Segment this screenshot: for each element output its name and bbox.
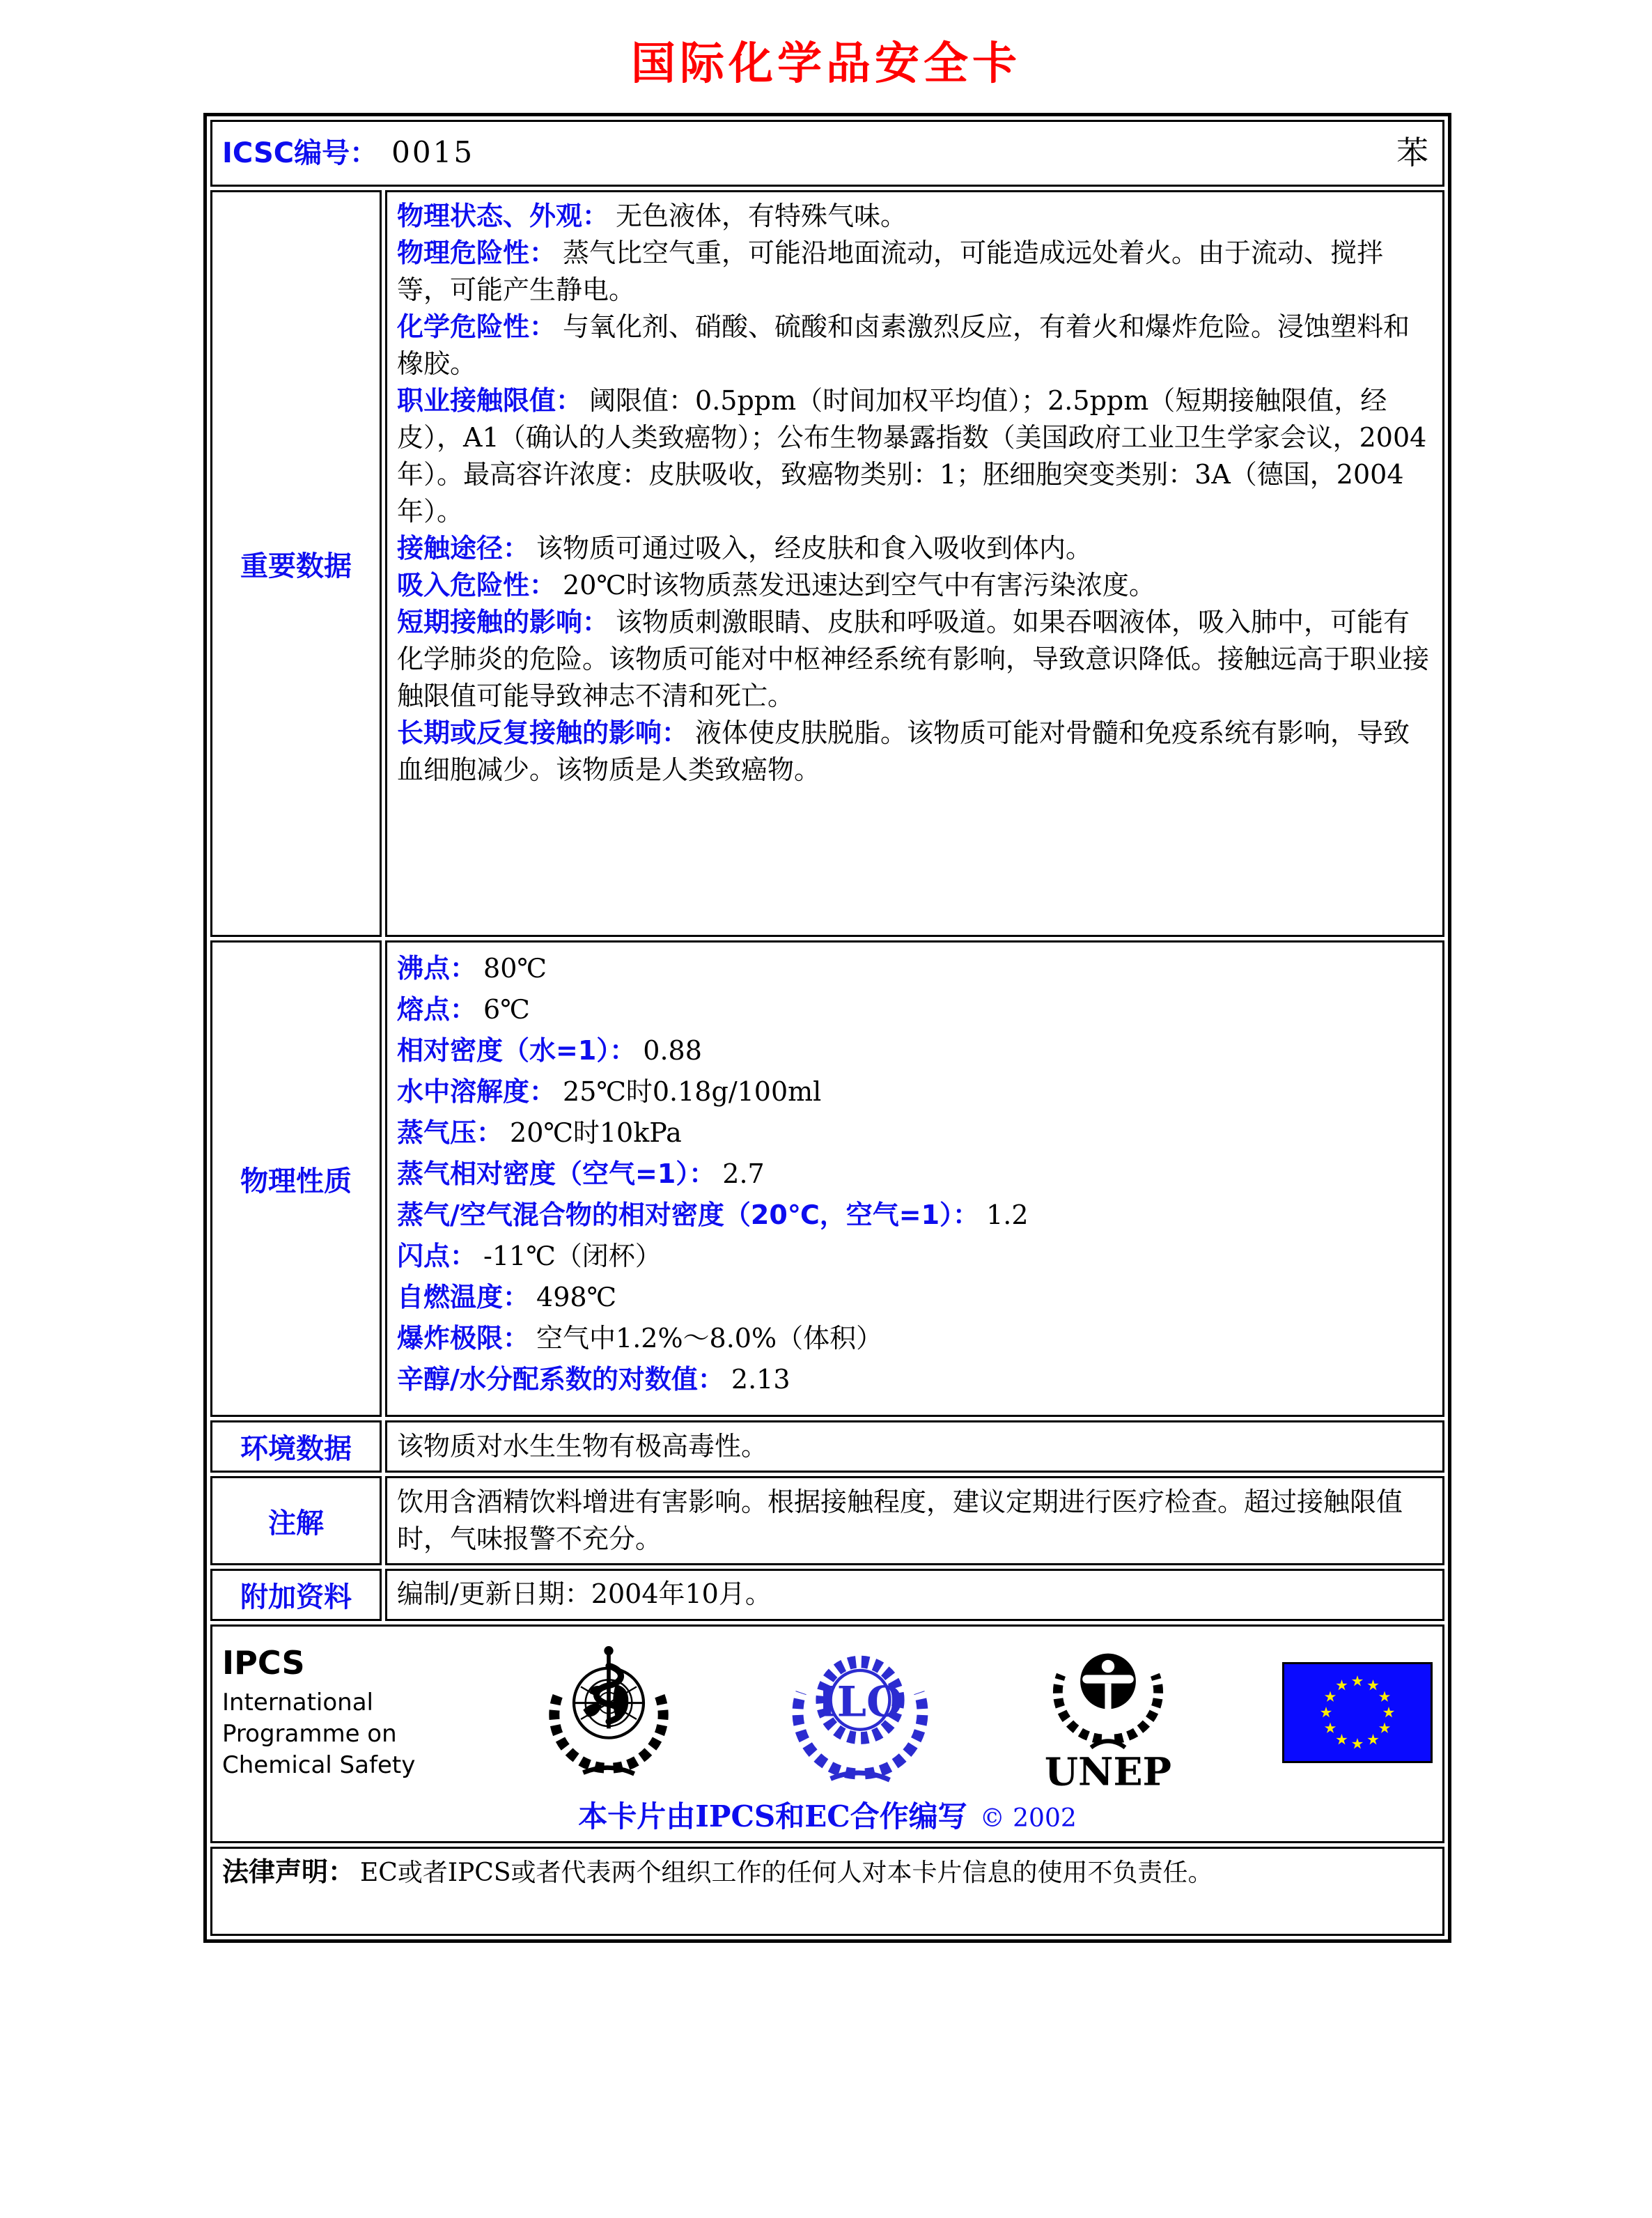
icsc-number-group bbox=[222, 131, 474, 171]
legal-notice-text: EC或者IPCS或者代表两个组织工作的任何人对本卡片信息的使用不负责任。 bbox=[360, 1859, 1213, 1887]
important-data-content bbox=[385, 190, 1444, 937]
important-item bbox=[397, 530, 1433, 567]
physical-properties-row bbox=[210, 940, 1444, 1417]
physical-item bbox=[397, 1195, 1433, 1236]
item-label: 吸入危险性： bbox=[397, 570, 556, 600]
icsc-number-label: ICSC编号： bbox=[222, 137, 378, 169]
physical-item bbox=[397, 1030, 1433, 1071]
physical-item bbox=[397, 1236, 1433, 1277]
eu-flag-icon bbox=[1282, 1662, 1433, 1763]
item-text: 20℃时10kPa bbox=[510, 1117, 682, 1148]
item-text: 2.7 bbox=[722, 1158, 765, 1189]
additional-info-content: 编制/更新日期：2004年10月。 bbox=[385, 1569, 1444, 1621]
credit-year: © 2002 bbox=[979, 1804, 1077, 1833]
important-item bbox=[397, 567, 1433, 604]
legal-cell bbox=[210, 1847, 1444, 1936]
important-item bbox=[397, 235, 1433, 309]
logos-cell bbox=[210, 1624, 1444, 1843]
item-label: 职业接触限值： bbox=[397, 385, 583, 416]
item-label: 长期或反复接触的影响： bbox=[397, 718, 689, 748]
item-label: 沸点： bbox=[397, 953, 477, 984]
item-label: 蒸气相对密度（空气=1）： bbox=[397, 1158, 716, 1189]
item-text: 该物质刺激眼睛、皮肤和呼吸道。如果吞咽液体，吸入肺中，可能有化学肺炎的危险。该物质可能对中枢神经系统有影响，导致意识降低。接触远高于职业接触限值可能导致神志不清和死亡。 bbox=[397, 607, 1430, 711]
credit-line bbox=[222, 1794, 1433, 1836]
item-label: 自燃温度： bbox=[397, 1282, 530, 1312]
physical-item bbox=[397, 948, 1433, 989]
item-label: 熔点： bbox=[397, 994, 477, 1025]
item-label: 物理状态、外观： bbox=[397, 201, 609, 231]
credit-text: 本卡片由IPCS和EC合作编写 bbox=[578, 1799, 967, 1833]
important-item bbox=[397, 604, 1433, 715]
environmental-data-row bbox=[210, 1420, 1444, 1473]
item-text: 与氧化剂、硝酸、硫酸和卤素激烈反应，有着火和爆炸危险。浸蚀塑料和橡胶。 bbox=[397, 311, 1410, 379]
important-item bbox=[397, 198, 1433, 235]
section-label-environment: 环境数据 bbox=[210, 1420, 382, 1473]
item-text: 6℃ bbox=[483, 994, 530, 1025]
environmental-data-content: 该物质对水生生物有极高毒性。 bbox=[385, 1420, 1444, 1473]
item-label: 化学危险性： bbox=[397, 311, 556, 342]
section-label-physical: 物理性质 bbox=[210, 940, 382, 1417]
ilo-caption: ILO bbox=[817, 1677, 903, 1727]
ilo-logo-icon bbox=[786, 1638, 934, 1786]
important-item bbox=[397, 309, 1433, 382]
item-text: 0.88 bbox=[643, 1035, 702, 1066]
section-label-additional: 附加资料 bbox=[210, 1569, 382, 1621]
ipcs-acronym: IPCS bbox=[222, 1643, 305, 1682]
unep-caption: UNEP bbox=[1044, 1749, 1172, 1792]
item-label: 短期接触的影响： bbox=[397, 607, 609, 637]
physical-item bbox=[397, 1154, 1433, 1195]
item-text: 蒸气比空气重，可能沿地面流动，可能造成远处着火。由于流动、搅拌等，可能产生静电。 bbox=[397, 238, 1384, 305]
logos-row bbox=[210, 1624, 1444, 1843]
item-text: 该物质可通过吸入，经皮肤和食入吸收到体内。 bbox=[536, 533, 1093, 564]
physical-item bbox=[397, 989, 1433, 1030]
icsc-number-value: 0015 bbox=[391, 134, 475, 169]
physical-item bbox=[397, 1318, 1433, 1359]
physical-properties-content bbox=[385, 940, 1444, 1417]
item-text: 2.13 bbox=[731, 1364, 790, 1395]
unep-logo-icon bbox=[1042, 1632, 1174, 1792]
ipcs-text-block bbox=[222, 1644, 431, 1781]
important-item bbox=[397, 715, 1433, 789]
item-text: 20℃时该物质蒸发迅速达到空气中有害污染浓度。 bbox=[563, 570, 1155, 600]
item-text: 80℃ bbox=[483, 953, 547, 984]
section-label-notes: 注解 bbox=[210, 1476, 382, 1565]
header-cell bbox=[210, 120, 1444, 187]
additional-info-row bbox=[210, 1569, 1444, 1621]
header-row bbox=[210, 120, 1444, 187]
item-text: 液体使皮肤脱脂。该物质可能对骨髓和免疫系统有影响，导致血细胞减少。该物质是人类致癌物。 bbox=[397, 718, 1410, 785]
ipcs-subtitle-line: Chemical Safety bbox=[222, 1751, 416, 1779]
item-text: 1.2 bbox=[986, 1200, 1029, 1230]
legal-notice-label: 法律声明： bbox=[222, 1856, 355, 1887]
item-label: 相对密度（水=1）： bbox=[397, 1035, 637, 1066]
item-text: 25℃时0.18g/100ml bbox=[563, 1076, 822, 1107]
item-label: 蒸气/空气混合物的相对密度（20℃，空气=1）： bbox=[397, 1200, 980, 1230]
item-text: 无色液体，有特殊气味。 bbox=[616, 201, 907, 231]
icsc-card-table bbox=[203, 113, 1451, 1943]
physical-item bbox=[397, 1359, 1433, 1400]
ipcs-subtitle-line: Programme on bbox=[222, 1719, 397, 1748]
item-label: 物理危险性： bbox=[397, 238, 556, 268]
item-label: 闪点： bbox=[397, 1241, 477, 1271]
physical-item bbox=[397, 1071, 1433, 1112]
item-label: 辛醇/水分配系数的对数值： bbox=[397, 1364, 724, 1395]
physical-item bbox=[397, 1277, 1433, 1318]
notes-row bbox=[210, 1476, 1444, 1565]
chemical-name: 苯 bbox=[1396, 134, 1428, 171]
important-item bbox=[397, 382, 1433, 530]
legal-row bbox=[210, 1847, 1444, 1936]
section-label-important: 重要数据 bbox=[210, 190, 382, 937]
physical-item bbox=[397, 1112, 1433, 1154]
item-text: 空气中1.2%～8.0%（体积） bbox=[536, 1323, 883, 1354]
item-text: 阈限值：0.5ppm（时间加权平均值）；2.5ppm（短期接触限值，经皮），A1（确认的人类致癌物）；公布生物暴露指数（美国政府工业卫生学家会议，2004年）。最高容许浓度：皮肤吸收，致癌物类别：1；胚细胞突变类别：3A（德国，2004年）。 bbox=[397, 385, 1427, 527]
item-label: 接触途径： bbox=[397, 533, 530, 564]
item-label: 水中溶解度： bbox=[397, 1076, 556, 1107]
item-label: 蒸气压： bbox=[397, 1117, 504, 1148]
item-text: 498℃ bbox=[536, 1282, 617, 1312]
notes-content: 饮用含酒精饮料增进有害影响。根据接触程度，建议定期进行医疗检查。超过接触限值时，气味报警不充分。 bbox=[385, 1476, 1444, 1565]
ipcs-subtitle-line: International bbox=[222, 1688, 373, 1716]
item-label: 爆炸极限： bbox=[397, 1323, 530, 1354]
who-logo-icon bbox=[539, 1638, 678, 1786]
item-text: -11℃（闭杯） bbox=[483, 1241, 662, 1271]
page-title: 国际化学品安全卡 bbox=[631, 38, 1021, 90]
important-data-row bbox=[210, 190, 1444, 937]
